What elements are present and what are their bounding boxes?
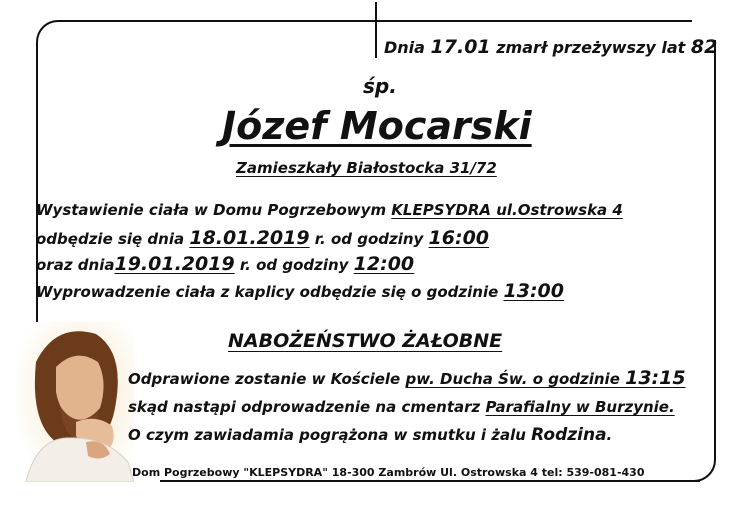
death-date: 17.01 xyxy=(430,36,491,58)
viewing-line-1: Wystawienie ciała w Domu Pogrzebowym KLEPSYDRA ul.Ostrowska 4 xyxy=(36,201,623,219)
viewing-date-2: 19.01.2019 xyxy=(114,253,235,275)
family-signature: Rodzina xyxy=(531,425,607,445)
viewing-time-1: 16:00 xyxy=(428,227,490,249)
viewing-line-3: oraz dnia19.01.2019 r. od godziny 12:00 xyxy=(36,253,415,275)
praying-figure-image xyxy=(16,322,134,482)
funeral-home-address: KLEPSYDRA ul.Ostrowska 4 xyxy=(391,201,623,219)
age-value: 82 xyxy=(690,36,718,58)
service-line-2: skąd nastąpi odprowadzenie na cmentarz Parafialny w Burzynie. xyxy=(128,398,675,416)
death-announcement-line: Dnia 17.01 zmarł przeżywszy lat 82 xyxy=(384,36,718,58)
cemetery-name: Parafialny w Burzynie. xyxy=(485,398,675,416)
departure-time: 13:00 xyxy=(503,280,564,302)
service-title: NABOŻEŃSTWO ŻAŁOBNE xyxy=(228,330,503,352)
viewing-date-1: 18.01.2019 xyxy=(189,227,310,249)
name-prefix: śp. xyxy=(363,74,397,98)
border-frame-bottom xyxy=(160,480,700,482)
service-line-1: Odprawione zostanie w Kościele pw. Ducha Św. o godzinie 13:15 xyxy=(128,367,686,389)
footer-contact: Dom Pogrzebowy "KLEPSYDRA" 18-300 Zambrów Ul. Ostrowska 4 tel: 539-081-430 xyxy=(132,466,645,479)
cross-icon-bar xyxy=(360,20,392,22)
deceased-address: Zamieszkały Białostocka 31/72 xyxy=(236,159,497,177)
service-line-3: O czym zawiadamia pogrążona w smutku i żalu Rodzina. xyxy=(128,425,613,445)
viewing-line-2: odbędzie się dnia 18.01.2019 r. od godziny 16:00 xyxy=(36,227,490,249)
border-frame-top-right xyxy=(386,20,692,22)
church-name: pw. Ducha Św. o godzinie xyxy=(405,370,626,388)
service-time: 13:15 xyxy=(625,367,686,389)
viewing-line-4: Wyprowadzenie ciała z kaplicy odbędzie się o godzinie 13:00 xyxy=(36,280,564,302)
cross-icon xyxy=(375,2,377,58)
viewing-time-2: 12:00 xyxy=(353,253,415,275)
border-frame-right xyxy=(690,40,716,482)
deceased-name: Józef Mocarski xyxy=(222,104,532,148)
